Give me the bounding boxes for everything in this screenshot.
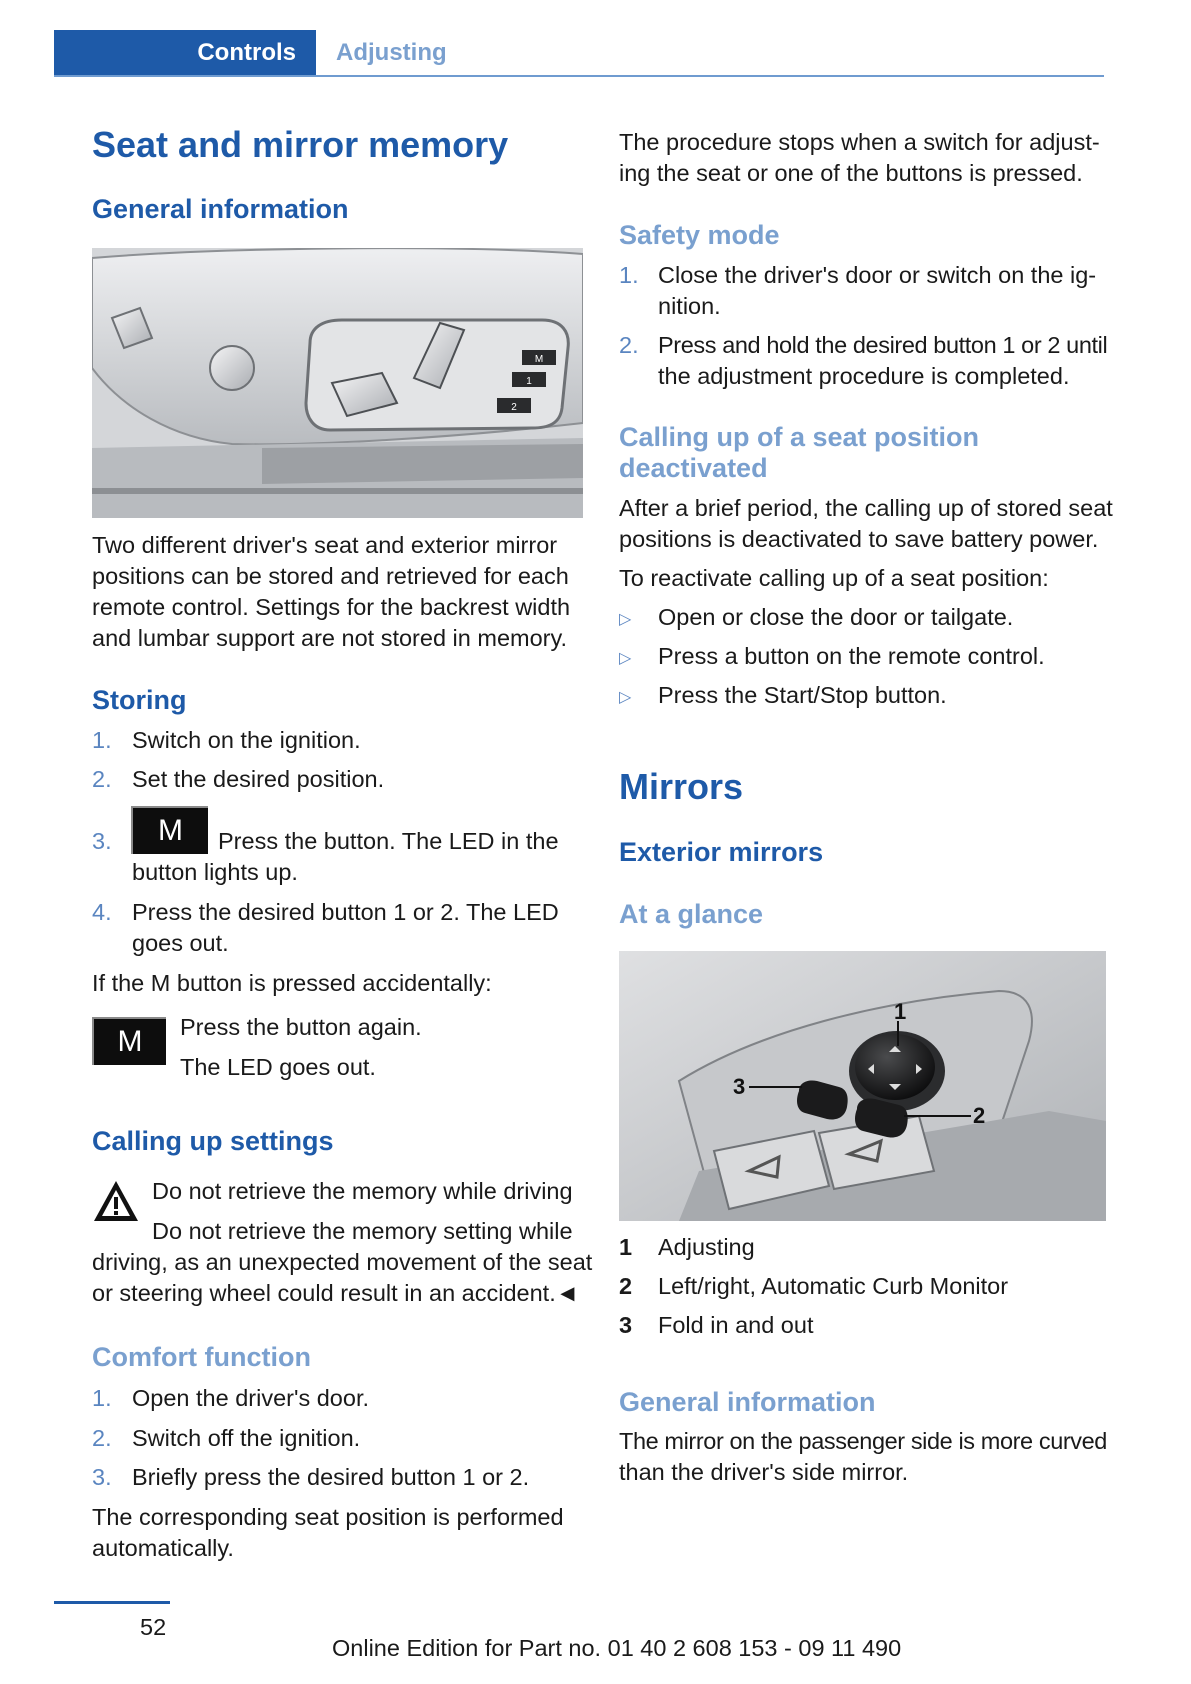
exterior-mirrors-heading: Exterior mirrors [619, 837, 824, 867]
general-info-line: positions can be stored and retrieved for each [92, 563, 569, 589]
safety-step-text-cont: nition. [658, 293, 721, 319]
safety-mode-heading: Safety mode [619, 220, 780, 250]
calling-up-heading: Calling up settings [92, 1126, 334, 1156]
storing-step-text-cont: goes out. [132, 930, 229, 956]
memory-button-icon: M [92, 1017, 166, 1065]
safety-step-text: Close the driver's door or switch on the ig- [658, 262, 1097, 288]
legend-text: Adjusting [658, 1234, 755, 1260]
deactivated-text-line: After a brief period, the calling up of stored seat [619, 495, 1113, 521]
seat-button-m-label: M [534, 354, 544, 365]
storing-step-number: 4. [92, 899, 112, 925]
header-subsection: Adjusting [336, 39, 447, 66]
storing-step-text: Set the desired position. [132, 766, 385, 792]
safety-step-number: 1. [619, 262, 639, 288]
comfort-heading: Comfort function [92, 1342, 311, 1372]
reactivate-bullet: Press a button on the remote control. [658, 643, 1045, 669]
storing-step-text: Press the desired button 1 or 2. The LED [132, 899, 559, 925]
accidental-text: If the M button is pressed accidentally: [92, 970, 492, 996]
storing-step-number: 2. [92, 766, 112, 792]
general-info-text [92, 530, 592, 654]
comfort-step-number: 1. [92, 1385, 112, 1411]
at-a-glance-heading: At a glance [619, 899, 764, 929]
mirror-callout-3: 3 [733, 1074, 746, 1099]
seat-controls-figure [92, 248, 583, 518]
mirror-general-text-line: than the driver's side mirror. [619, 1459, 909, 1485]
comfort-step-text: Open the driver's door. [132, 1385, 370, 1411]
safety-step-text: Press and hold the desired button 1 or 2 until [658, 332, 1108, 358]
seat-button-2-label: 2 [511, 402, 517, 413]
footer-edition: Online Edition for Part no. 01 40 2 608 153 - 09 11 490 [332, 1635, 902, 1661]
comfort-step-number: 3. [92, 1464, 112, 1490]
page-title: Seat and mirror memory [92, 124, 509, 165]
warning-text-line: Do not retrieve the memory setting while [152, 1218, 573, 1244]
deactivated-heading-line: deactivated [619, 453, 768, 483]
comfort-step-text: Briefly press the desired button 1 or 2. [132, 1464, 530, 1490]
header-rule [54, 75, 1104, 77]
seat-controls-illustration [92, 248, 583, 518]
page-number: 52 [140, 1614, 167, 1640]
procedure-text-line: The procedure stops when a switch for adjust- [619, 129, 1100, 155]
legend-text: Fold in and out [658, 1312, 814, 1338]
led-out-text: The LED goes out. [180, 1054, 376, 1080]
general-info-line: remote control. Settings for the backrest width [92, 594, 571, 620]
warning-text-line: or steering wheel could result in an accident.◄ [92, 1280, 579, 1306]
footer-rule [54, 1601, 170, 1604]
press-again-text: Press the button again. [180, 1014, 422, 1040]
storing-step-number: 3. [92, 828, 112, 854]
general-info-line: and lumbar support are not stored in memory. [92, 625, 568, 651]
bullet-arrow-icon: ▷ [619, 611, 632, 628]
mirror-callout-1: 1 [894, 999, 907, 1024]
mirror-general-text-line: The mirror on the passenger side is more curved [619, 1428, 1107, 1454]
procedure-text-line: ing the seat or one of the buttons is pressed. [619, 160, 1083, 186]
seat-button-1-label: 1 [526, 376, 532, 387]
memory-button-icon: M [131, 806, 208, 854]
legend-text: Left/right, Automatic Curb Monitor [658, 1273, 1009, 1299]
mirror-controls-figure [619, 951, 1106, 1221]
comfort-step-text: Switch off the ignition. [132, 1425, 361, 1451]
bullet-arrow-icon: ▷ [619, 689, 632, 706]
comfort-text-line: automatically. [92, 1535, 234, 1561]
reactivate-bullet: Press the Start/Stop button. [658, 682, 947, 708]
mirror-general-heading: General information [619, 1387, 876, 1417]
mirror-callout-2: 2 [973, 1103, 986, 1128]
warning-text-line: driving, as an unexpected movement of the seat [92, 1249, 593, 1275]
storing-heading: Storing [92, 685, 187, 715]
legend-number: 1 [619, 1234, 633, 1260]
storing-step-text: Press the button. The LED in the [218, 828, 559, 854]
legend-number: 2 [619, 1273, 633, 1299]
legend-number: 3 [619, 1312, 633, 1338]
safety-step-text-cont: the adjustment procedure is completed. [658, 363, 1070, 389]
deactivated-text-line: positions is deactivated to save battery power. [619, 526, 1099, 552]
general-info-line: Two different driver's seat and exterior mirror [92, 532, 558, 558]
warning-icon [92, 1178, 140, 1224]
mirror-controls-illustration [619, 951, 1106, 1221]
bullet-arrow-icon: ▷ [619, 650, 632, 667]
deactivated-heading-line: Calling up of a seat position [619, 422, 980, 452]
general-info-heading: General information [92, 194, 349, 224]
comfort-step-number: 2. [92, 1425, 112, 1451]
safety-step-number: 2. [619, 332, 639, 358]
comfort-text-line: The corresponding seat position is performed [92, 1504, 564, 1530]
header-section: Controls [197, 39, 296, 66]
reactivate-text: To reactivate calling up of a seat position: [619, 565, 1049, 591]
storing-step-text-cont: button lights up. [132, 859, 298, 885]
reactivate-bullet: Open or close the door or tailgate. [658, 604, 1014, 630]
warning-title: Do not retrieve the memory while driving [152, 1178, 573, 1204]
mirrors-title: Mirrors [619, 766, 744, 807]
storing-step-number: 1. [92, 727, 112, 753]
storing-step-text: Switch on the ignition. [132, 727, 361, 753]
